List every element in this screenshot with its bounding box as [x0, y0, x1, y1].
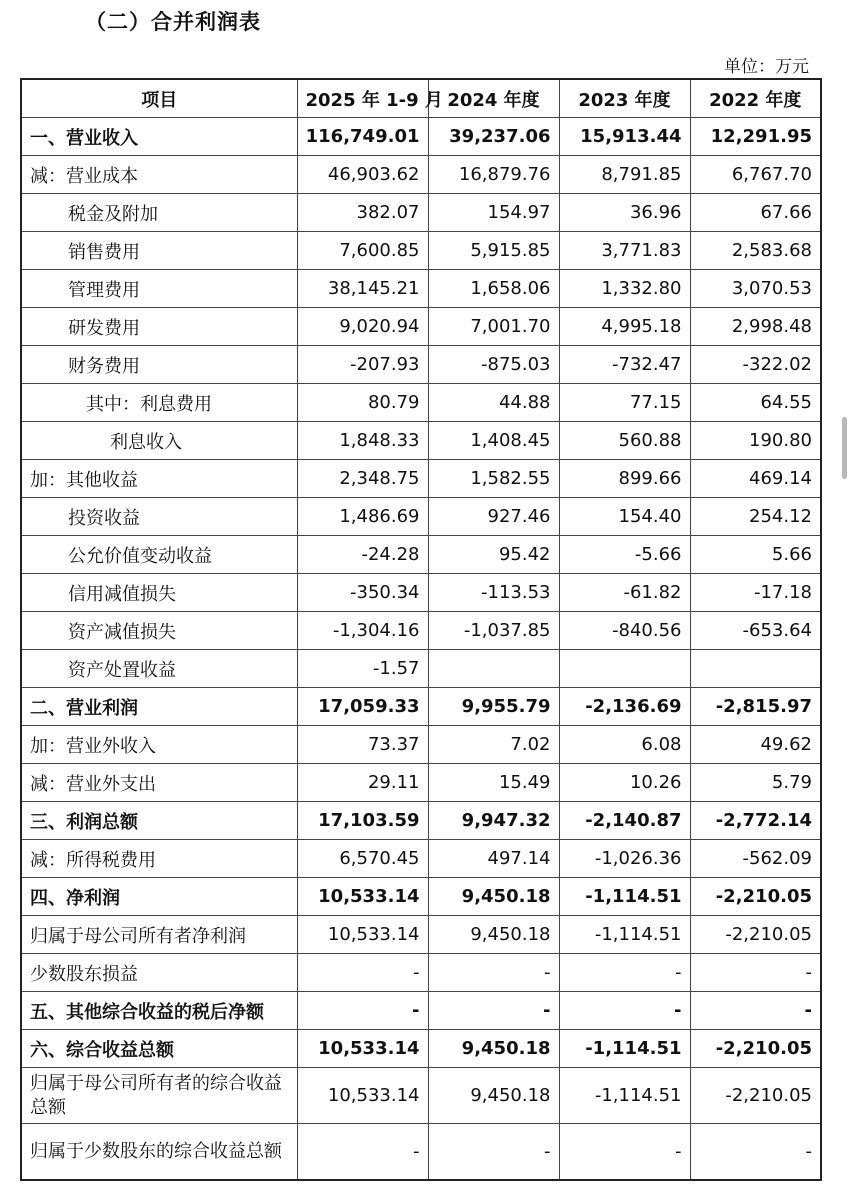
- cell-value: 1,408.45: [428, 422, 559, 460]
- cell-value: 2,583.68: [690, 232, 821, 270]
- row-label: 四、净利润: [21, 878, 297, 916]
- table-row: [21, 650, 821, 688]
- cell-value: -1,026.36: [559, 840, 690, 878]
- scrollbar-thumb[interactable]: [842, 417, 847, 479]
- cell-value: 1,848.33: [297, 422, 428, 460]
- cell-value: 4,995.18: [559, 308, 690, 346]
- cell-value: 38,145.21: [297, 270, 428, 308]
- cell-value: 7.02: [428, 726, 559, 764]
- cell-value: [690, 650, 821, 688]
- table-row: [21, 574, 821, 612]
- cell-value: 5.79: [690, 764, 821, 802]
- header-2025-q1-q3: 2025 年 1-9 月: [297, 79, 428, 118]
- table-row: [21, 802, 821, 840]
- cell-value: 9,450.18: [428, 1030, 559, 1068]
- cell-value: 15.49: [428, 764, 559, 802]
- row-label: 财务费用: [21, 346, 297, 384]
- cell-value: 9,450.18: [428, 1068, 559, 1124]
- cell-value: -2,210.05: [690, 1030, 821, 1068]
- cell-value: 77.15: [559, 384, 690, 422]
- cell-value: 73.37: [297, 726, 428, 764]
- cell-value: 36.96: [559, 194, 690, 232]
- cell-value: 7,001.70: [428, 308, 559, 346]
- table-row: [21, 384, 821, 422]
- table-row: [21, 878, 821, 916]
- header-2023: 2023 年度: [559, 79, 690, 118]
- row-label: 公允价值变动收益: [21, 536, 297, 574]
- cell-value: 3,771.83: [559, 232, 690, 270]
- cell-value: 9,955.79: [428, 688, 559, 726]
- cell-value: -1.57: [297, 650, 428, 688]
- table-row: [21, 118, 821, 156]
- page-title: （二）合并利润表: [85, 10, 261, 34]
- header-item: 项目: [21, 79, 297, 118]
- table-row: [21, 346, 821, 384]
- cell-value: -: [690, 992, 821, 1030]
- cell-value: 5,915.85: [428, 232, 559, 270]
- row-label: 归属于母公司所有者净利润: [21, 916, 297, 954]
- cell-value: 10.26: [559, 764, 690, 802]
- income-statement-table: [20, 78, 822, 1181]
- cell-value: -562.09: [690, 840, 821, 878]
- cell-value: 1,486.69: [297, 498, 428, 536]
- table-row: [21, 422, 821, 460]
- cell-value: 927.46: [428, 498, 559, 536]
- row-label: 五、其他综合收益的税后净额: [21, 992, 297, 1030]
- row-label: 少数股东损益: [21, 954, 297, 992]
- cell-value: 2,998.48: [690, 308, 821, 346]
- cell-value: -1,114.51: [559, 878, 690, 916]
- cell-value: 2,348.75: [297, 460, 428, 498]
- table-row: [21, 764, 821, 802]
- cell-value: 17,103.59: [297, 802, 428, 840]
- cell-value: -322.02: [690, 346, 821, 384]
- table-row: [21, 1124, 821, 1181]
- cell-value: -: [559, 954, 690, 992]
- cell-value: 6,767.70: [690, 156, 821, 194]
- row-label: 减：营业外支出: [21, 764, 297, 802]
- cell-value: 1,582.55: [428, 460, 559, 498]
- cell-value: 12,291.95: [690, 118, 821, 156]
- cell-value: -840.56: [559, 612, 690, 650]
- table-row: [21, 308, 821, 346]
- table-row: [21, 612, 821, 650]
- cell-value: 46,903.62: [297, 156, 428, 194]
- cell-value: -: [428, 992, 559, 1030]
- cell-value: 1,658.06: [428, 270, 559, 308]
- cell-value: 154.40: [559, 498, 690, 536]
- cell-value: 7,600.85: [297, 232, 428, 270]
- row-label: 减：所得税费用: [21, 840, 297, 878]
- row-label: 信用减值损失: [21, 574, 297, 612]
- cell-value: 6,570.45: [297, 840, 428, 878]
- cell-value: 899.66: [559, 460, 690, 498]
- row-label: 税金及附加: [21, 194, 297, 232]
- table-row: [21, 992, 821, 1030]
- cell-value: 1,332.80: [559, 270, 690, 308]
- table-row: [21, 688, 821, 726]
- cell-value: 9,450.18: [428, 916, 559, 954]
- cell-value: [428, 650, 559, 688]
- table-header-row: [21, 79, 821, 118]
- cell-value: 15,913.44: [559, 118, 690, 156]
- cell-value: [559, 650, 690, 688]
- cell-value: -5.66: [559, 536, 690, 574]
- cell-value: 17,059.33: [297, 688, 428, 726]
- cell-value: -61.82: [559, 574, 690, 612]
- table-row: [21, 460, 821, 498]
- row-label: 归属于母公司所有者的综合收益总额: [21, 1068, 297, 1124]
- table-row: [21, 1068, 821, 1124]
- cell-value: 154.97: [428, 194, 559, 232]
- row-label: 减：营业成本: [21, 156, 297, 194]
- cell-value: 29.11: [297, 764, 428, 802]
- table-row: [21, 232, 821, 270]
- cell-value: -653.64: [690, 612, 821, 650]
- cell-value: -17.18: [690, 574, 821, 612]
- row-label: 资产减值损失: [21, 612, 297, 650]
- cell-value: -: [690, 1124, 821, 1181]
- cell-value: -875.03: [428, 346, 559, 384]
- header-2022: 2022 年度: [690, 79, 821, 118]
- cell-value: -: [559, 992, 690, 1030]
- cell-value: 95.42: [428, 536, 559, 574]
- cell-value: -2,772.14: [690, 802, 821, 840]
- cell-value: -2,140.87: [559, 802, 690, 840]
- cell-value: 10,533.14: [297, 1068, 428, 1124]
- cell-value: -1,114.51: [559, 1030, 690, 1068]
- unit-note: 单位：万元: [724, 57, 809, 77]
- cell-value: 10,533.14: [297, 916, 428, 954]
- cell-value: -: [297, 992, 428, 1030]
- cell-value: -: [297, 954, 428, 992]
- cell-value: -732.47: [559, 346, 690, 384]
- cell-value: 469.14: [690, 460, 821, 498]
- row-label: 投资收益: [21, 498, 297, 536]
- cell-value: -2,815.97: [690, 688, 821, 726]
- row-label: 加：其他收益: [21, 460, 297, 498]
- cell-value: 8,791.85: [559, 156, 690, 194]
- cell-value: 116,749.01: [297, 118, 428, 156]
- cell-value: -113.53: [428, 574, 559, 612]
- cell-value: -2,210.05: [690, 878, 821, 916]
- cell-value: 10,533.14: [297, 878, 428, 916]
- row-label: 二、营业利润: [21, 688, 297, 726]
- row-label: 归属于少数股东的综合收益总额: [21, 1124, 297, 1181]
- row-label: 资产处置收益: [21, 650, 297, 688]
- cell-value: -350.34: [297, 574, 428, 612]
- cell-value: 9,450.18: [428, 878, 559, 916]
- table-row: [21, 270, 821, 308]
- cell-value: 39,237.06: [428, 118, 559, 156]
- cell-value: -207.93: [297, 346, 428, 384]
- table-row: [21, 194, 821, 232]
- row-label: 管理费用: [21, 270, 297, 308]
- table-row: [21, 536, 821, 574]
- cell-value: 80.79: [297, 384, 428, 422]
- cell-value: -2,210.05: [690, 916, 821, 954]
- cell-value: 382.07: [297, 194, 428, 232]
- cell-value: 49.62: [690, 726, 821, 764]
- cell-value: 16,879.76: [428, 156, 559, 194]
- cell-value: 3,070.53: [690, 270, 821, 308]
- cell-value: -: [428, 954, 559, 992]
- cell-value: 254.12: [690, 498, 821, 536]
- cell-value: -: [297, 1124, 428, 1181]
- cell-value: 5.66: [690, 536, 821, 574]
- cell-value: -: [690, 954, 821, 992]
- cell-value: -1,037.85: [428, 612, 559, 650]
- cell-value: -1,114.51: [559, 1068, 690, 1124]
- cell-value: 44.88: [428, 384, 559, 422]
- cell-value: -2,136.69: [559, 688, 690, 726]
- row-label: 研发费用: [21, 308, 297, 346]
- row-label: 三、利润总额: [21, 802, 297, 840]
- cell-value: -: [559, 1124, 690, 1181]
- table-row: [21, 916, 821, 954]
- row-label: 加：营业外收入: [21, 726, 297, 764]
- header-2024: 2024 年度: [428, 79, 559, 118]
- table-row: [21, 726, 821, 764]
- cell-value: 190.80: [690, 422, 821, 460]
- cell-value: 10,533.14: [297, 1030, 428, 1068]
- table-row: [21, 156, 821, 194]
- cell-value: 6.08: [559, 726, 690, 764]
- table-row: [21, 1030, 821, 1068]
- row-label: 一、营业收入: [21, 118, 297, 156]
- cell-value: 497.14: [428, 840, 559, 878]
- table-row: [21, 840, 821, 878]
- cell-value: 67.66: [690, 194, 821, 232]
- cell-value: 560.88: [559, 422, 690, 460]
- cell-value: -24.28: [297, 536, 428, 574]
- cell-value: -1,304.16: [297, 612, 428, 650]
- row-label: 六、综合收益总额: [21, 1030, 297, 1068]
- row-label: 其中：利息费用: [21, 384, 297, 422]
- row-label: 销售费用: [21, 232, 297, 270]
- cell-value: 9,947.32: [428, 802, 559, 840]
- cell-value: 9,020.94: [297, 308, 428, 346]
- table-row: [21, 498, 821, 536]
- cell-value: -: [428, 1124, 559, 1181]
- row-label: 利息收入: [21, 422, 297, 460]
- table-row: [21, 954, 821, 992]
- cell-value: -2,210.05: [690, 1068, 821, 1124]
- cell-value: -1,114.51: [559, 916, 690, 954]
- cell-value: 64.55: [690, 384, 821, 422]
